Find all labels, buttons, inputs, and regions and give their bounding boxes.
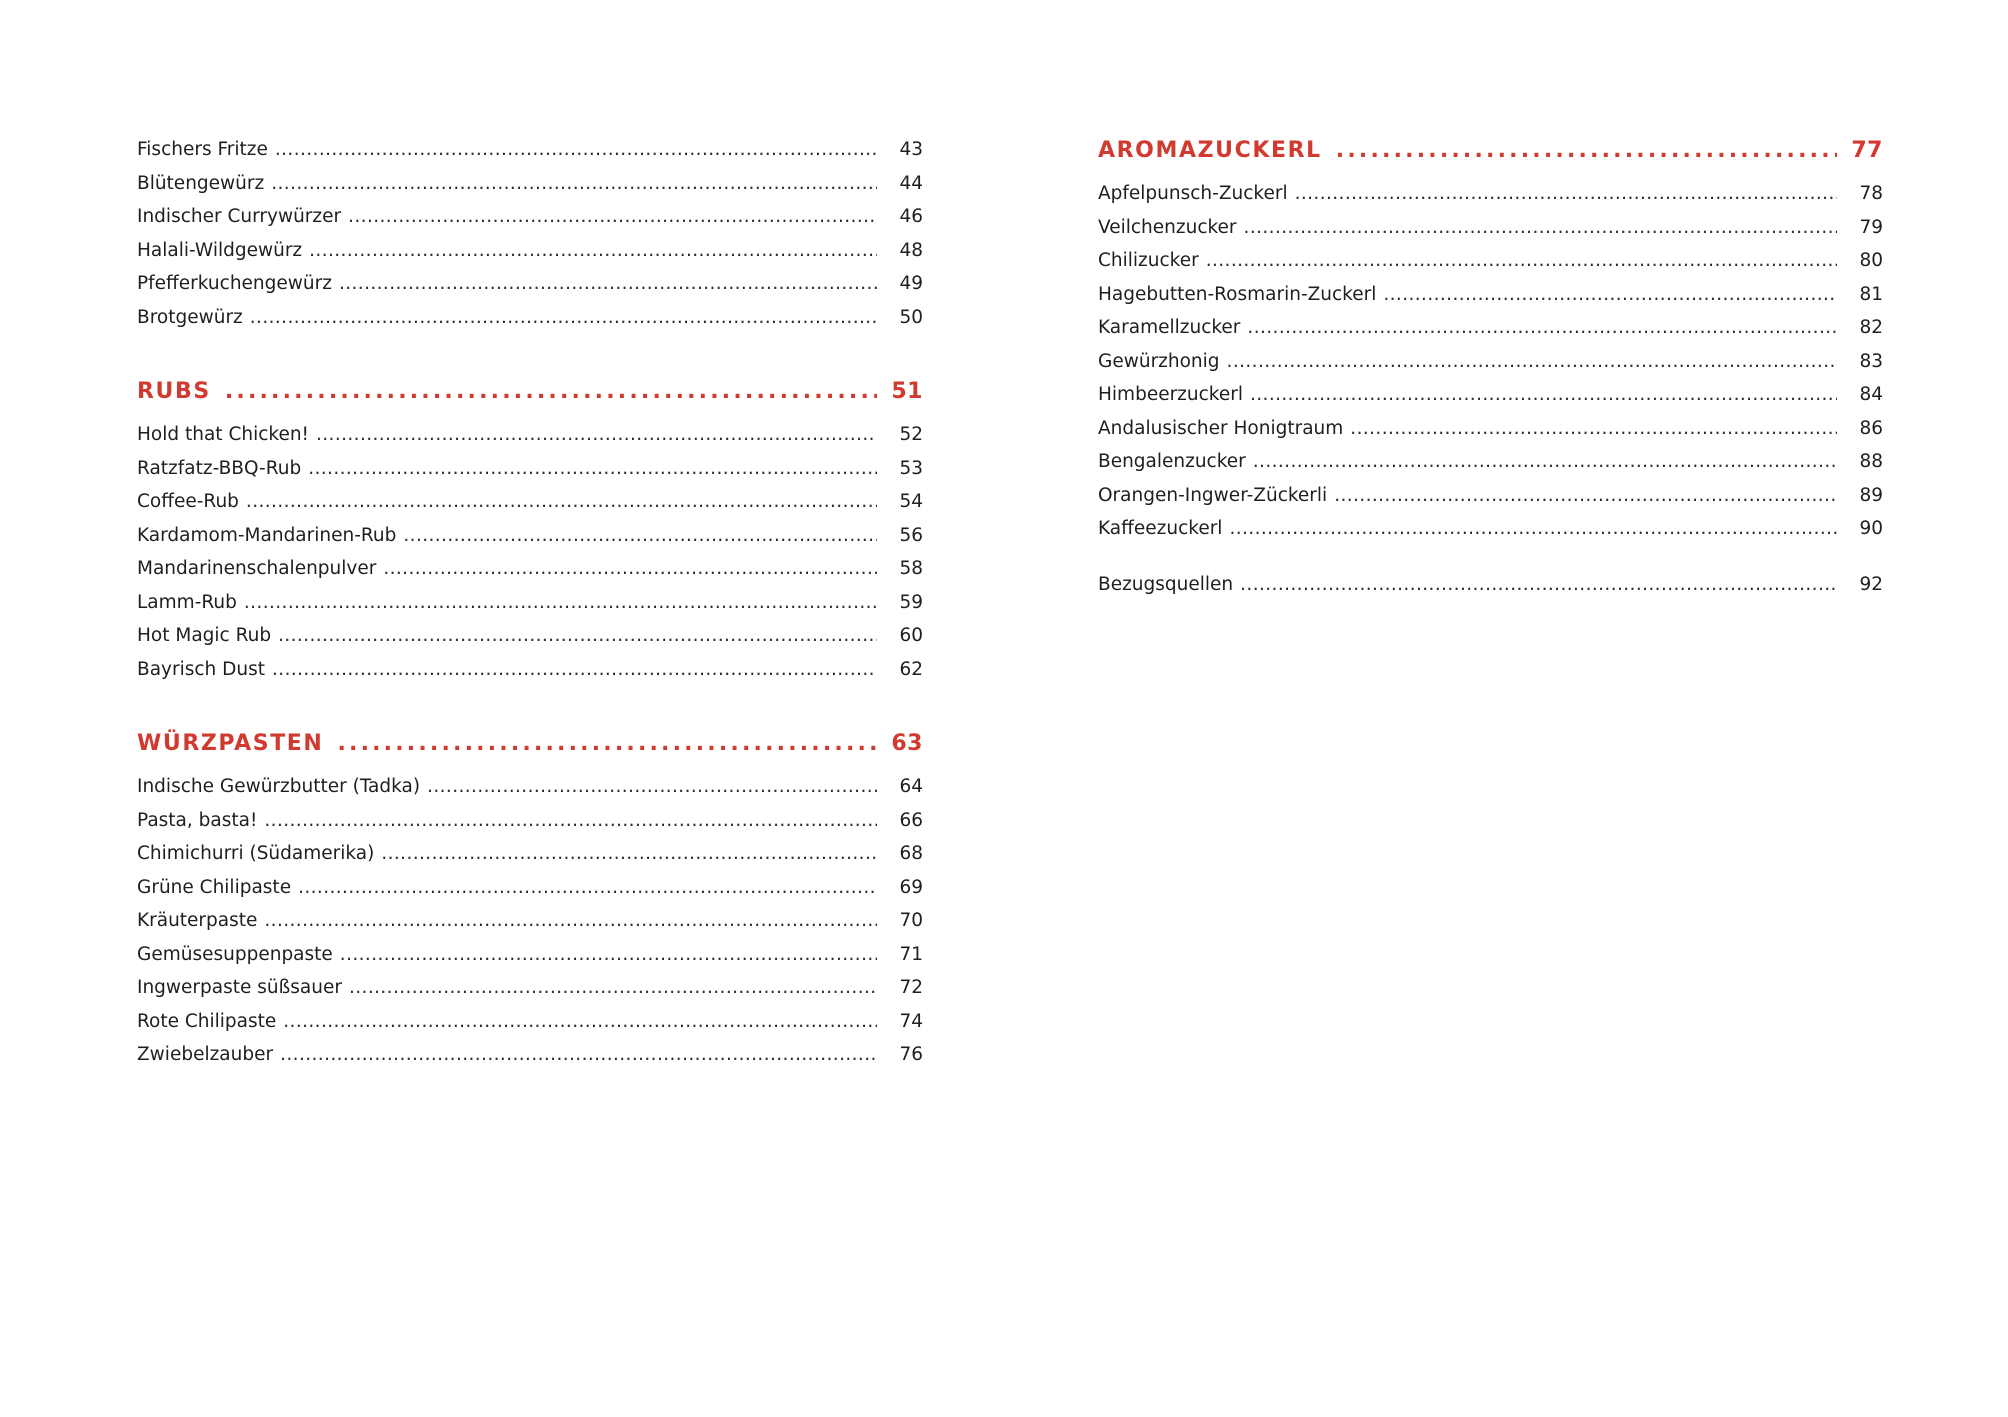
toc-entry <box>1098 316 1883 340</box>
toc-entry-title: Fischers Fritze <box>137 139 268 160</box>
toc-entry <box>1098 417 1883 441</box>
toc-entry <box>137 624 923 648</box>
dot-leader <box>1250 383 1837 407</box>
dot-leader <box>427 775 877 799</box>
toc-entry-page: 59 <box>899 591 923 613</box>
section-heading-page: 63 <box>891 731 923 756</box>
toc-entry-page: 44 <box>899 172 923 194</box>
toc-entry-page: 89 <box>1859 484 1883 506</box>
dot-leader <box>348 205 877 229</box>
dot-leader <box>1247 316 1837 340</box>
dot-leader <box>280 1043 877 1067</box>
dot-leader <box>271 172 877 196</box>
section-heading-rubs <box>137 380 923 404</box>
toc-entry-page: 64 <box>899 776 923 797</box>
toc-entry-page: 50 <box>899 306 923 328</box>
toc-entry-page: 54 <box>899 491 923 512</box>
toc-entry <box>137 976 923 1000</box>
toc-entry-title: Apfelpunsch-Zuckerl <box>1098 183 1288 204</box>
toc-entry <box>137 1043 923 1067</box>
toc-entry-title: Chimichurri (Südamerika) <box>137 843 375 864</box>
section-heading-title: AROMAZUCKERL <box>1098 138 1322 163</box>
toc-entry-page: 58 <box>899 558 923 579</box>
toc-entry-title: Kardamom-Mandarinen-Rub <box>137 524 397 546</box>
toc-entry-page: 81 <box>1859 283 1883 305</box>
toc-entry-title: Ingwerpaste süßsauer <box>137 977 342 998</box>
toc-entry-page: 84 <box>1859 384 1883 405</box>
toc-entry-page: 46 <box>899 206 923 227</box>
toc-entry-page: 48 <box>899 239 923 261</box>
toc-entry <box>137 239 923 263</box>
toc-entry-page: 90 <box>1859 518 1883 539</box>
dot-leader <box>381 842 877 866</box>
toc-entry-title: Kaffeezuckerl <box>1098 518 1223 539</box>
section-heading-title: WÜRZPASTEN <box>137 731 324 756</box>
toc-entry-page: 66 <box>899 809 923 831</box>
toc-entry-page: 92 <box>1859 574 1883 595</box>
section-heading-wuerzpasten <box>137 732 923 756</box>
dot-leader <box>1227 350 1837 374</box>
toc-entry-page: 60 <box>899 625 923 646</box>
toc-entry <box>137 842 923 866</box>
dot-leader <box>316 423 877 447</box>
toc-entry-page: 49 <box>899 273 923 294</box>
toc-entry-title: Veilchenzucker <box>1098 216 1237 238</box>
dot-leader <box>337 732 877 756</box>
toc-entry-title: Bengalenzucker <box>1098 451 1246 472</box>
toc-entry-page: 53 <box>899 457 923 479</box>
dot-leader <box>339 272 877 296</box>
toc-entry <box>1098 182 1883 206</box>
toc-entry-page: 72 <box>899 977 923 998</box>
dot-leader <box>298 876 877 900</box>
section-heading-page: 51 <box>891 379 923 404</box>
dot-leader <box>264 809 877 833</box>
toc-entry-page: 82 <box>1859 317 1883 338</box>
toc-entry-page: 79 <box>1859 216 1883 238</box>
toc-entry-page: 88 <box>1859 451 1883 472</box>
toc-entry-page: 76 <box>899 1044 923 1065</box>
toc-entry-title: Halali-Wildgewürz <box>137 239 303 261</box>
toc-entry-title: Gewürzhonig <box>1098 350 1220 372</box>
dot-leader <box>1244 216 1837 240</box>
toc-entry <box>137 876 923 900</box>
toc-entry-title: Karamellzucker <box>1098 317 1241 338</box>
toc-entry-page: 71 <box>899 943 923 965</box>
toc-entry <box>137 423 923 447</box>
dot-leader <box>244 591 877 615</box>
toc-entry <box>137 658 923 682</box>
dot-leader <box>1336 139 1837 163</box>
toc-entry <box>137 775 923 799</box>
toc-entry-title: Coffee-Rub <box>137 491 239 512</box>
dot-leader <box>275 138 877 162</box>
toc-entry-title: Brotgewürz <box>137 306 243 328</box>
toc-entry-title: Bayrisch Dust <box>137 658 266 680</box>
dot-leader <box>225 380 877 404</box>
toc-entry <box>137 591 923 615</box>
toc-entry <box>137 909 923 933</box>
dot-leader <box>403 524 877 548</box>
toc-entry-title: Hold that Chicken! <box>137 424 309 445</box>
toc-entry-title: Kräuterpaste <box>137 910 258 931</box>
toc-entry <box>137 524 923 548</box>
toc-entry <box>1098 216 1883 240</box>
toc-entry <box>137 943 923 967</box>
toc-entry <box>137 1010 923 1034</box>
toc-entry <box>137 306 923 330</box>
dot-leader <box>278 624 877 648</box>
dot-leader <box>1295 182 1837 206</box>
toc-entry <box>1098 249 1883 273</box>
dot-leader <box>1383 283 1837 307</box>
dot-leader <box>308 457 877 481</box>
dot-leader <box>1240 573 1837 597</box>
toc-entry <box>137 272 923 296</box>
toc-entry-appendix <box>1098 573 1883 597</box>
dot-leader <box>1206 249 1837 273</box>
toc-entry-page: 78 <box>1859 183 1883 204</box>
toc-entry-page: 62 <box>899 658 923 680</box>
toc-entry-page: 83 <box>1859 350 1883 372</box>
dot-leader <box>340 943 877 967</box>
toc-entry-page: 56 <box>899 524 923 546</box>
toc-entry <box>137 457 923 481</box>
toc-entry-title: Indische Gewürzbutter (Tadka) <box>137 776 421 797</box>
toc-entry-title: Andalusischer Honigtraum <box>1098 417 1344 439</box>
toc-entry <box>1098 350 1883 374</box>
dot-leader <box>250 306 877 330</box>
dot-leader <box>264 909 877 933</box>
toc-entry-title: Pasta, basta! <box>137 809 258 831</box>
dot-leader <box>309 239 877 263</box>
toc-entry <box>137 557 923 581</box>
toc-entry-page: 68 <box>899 843 923 864</box>
toc-entry <box>137 809 923 833</box>
toc-entry <box>137 172 923 196</box>
dot-leader <box>349 976 877 1000</box>
toc-entry <box>1098 450 1883 474</box>
toc-entry-title: Gemüsesuppenpaste <box>137 943 333 965</box>
dot-leader <box>283 1010 877 1034</box>
toc-entry <box>137 138 923 162</box>
toc-entry-title: Chilizucker <box>1098 250 1199 271</box>
section-heading-title: RUBS <box>137 379 211 404</box>
toc-entry-title: Himbeerzuckerl <box>1098 384 1243 405</box>
toc-entry <box>1098 283 1883 307</box>
toc-entry-page: 69 <box>899 876 923 898</box>
toc-entry <box>1098 517 1883 541</box>
toc-entry-title: Lamm-Rub <box>137 591 237 613</box>
toc-entry-page: 74 <box>899 1010 923 1032</box>
toc-entry-title: Blütengewürz <box>137 172 265 194</box>
toc-entry-page: 70 <box>899 910 923 931</box>
toc-entry <box>1098 383 1883 407</box>
toc-entry-title: Ratzfatz-BBQ-Rub <box>137 457 302 479</box>
dot-leader <box>272 658 877 682</box>
toc-entry-title: Grüne Chilipaste <box>137 876 292 898</box>
toc-entry <box>137 205 923 229</box>
dot-leader <box>1334 484 1837 508</box>
toc-entry-page: 43 <box>899 139 923 160</box>
dot-leader <box>1253 450 1837 474</box>
section-heading-aromazuckerl <box>1098 139 1883 163</box>
toc-entry-title: Rote Chilipaste <box>137 1010 277 1032</box>
dot-leader <box>1229 517 1837 541</box>
toc-entry-title: Hot Magic Rub <box>137 625 272 646</box>
toc-entry-title: Bezugsquellen <box>1098 574 1234 595</box>
toc-entry-title: Orangen-Ingwer-Zückerli <box>1098 484 1328 506</box>
toc-entry-title: Pfefferkuchengewürz <box>137 273 332 294</box>
dot-leader <box>383 557 877 581</box>
dot-leader <box>1350 417 1837 441</box>
toc-entry <box>137 490 923 514</box>
toc-entry-title: Indischer Currywürzer <box>137 206 342 227</box>
toc-entry <box>1098 484 1883 508</box>
section-heading-page: 77 <box>1851 138 1883 163</box>
toc-entry-page: 80 <box>1859 250 1883 271</box>
toc-entry-page: 52 <box>899 424 923 445</box>
toc-entry-title: Zwiebelzauber <box>137 1044 274 1065</box>
dot-leader <box>246 490 877 514</box>
toc-entry-title: Hagebutten-Rosmarin-Zuckerl <box>1098 283 1377 305</box>
toc-entry-title: Mandarinenschalenpulver <box>137 558 377 579</box>
toc-entry-page: 86 <box>1859 417 1883 439</box>
